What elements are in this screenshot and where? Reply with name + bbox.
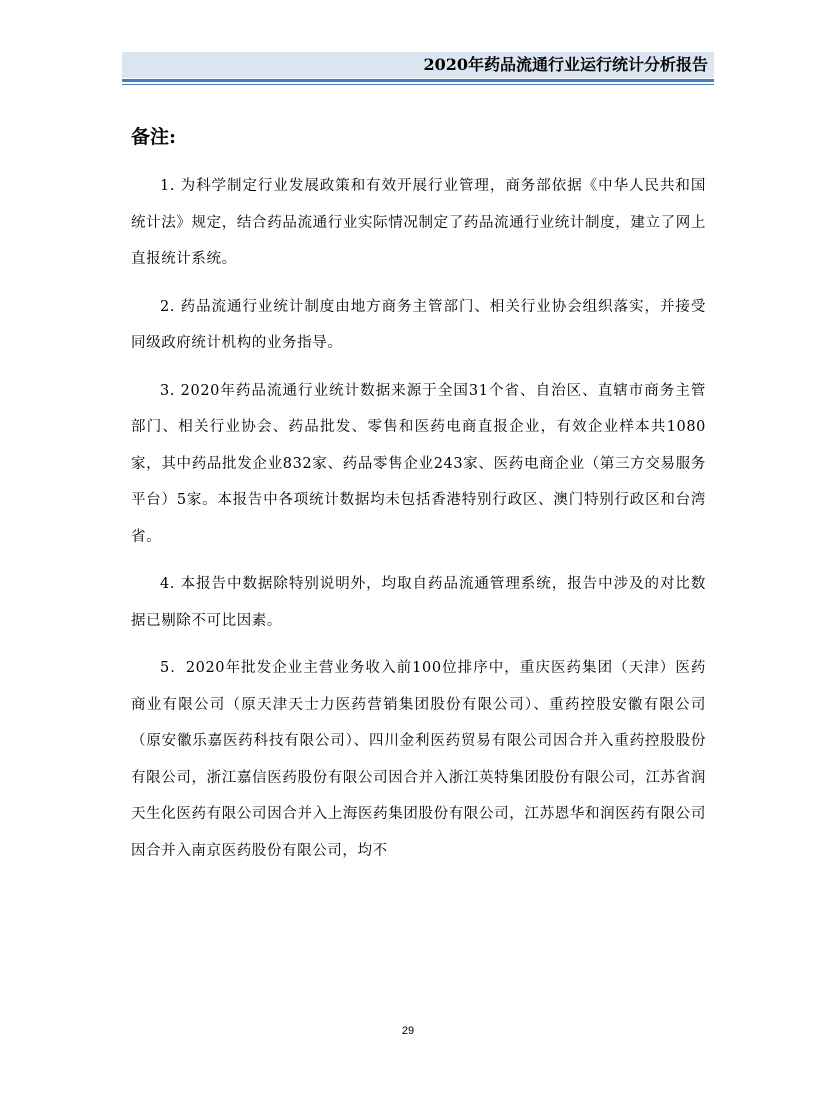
header-rule-thin xyxy=(122,84,714,85)
page-number: 29 xyxy=(401,1025,415,1037)
note-paragraph-3: 3. 2020年药品流通行业统计数据来源于全国31个省、自治区、直辖市商务主管部门、相关行业协会、药品批发、零售和医药电商直报企业，有效企业样本共1080家，其中药品批发企业832家、药品零售企业243家、医药电商企业（第三方交易服务平台）5家。本报告中各项统计数据均未包括香港特别行政区、澳门特别行政区和台湾省。 xyxy=(131,382,706,545)
header-rule-thick xyxy=(122,79,714,82)
notes-heading: 备注: xyxy=(131,126,177,148)
page-header xyxy=(122,48,714,88)
note-paragraph-1: 1. 为科学制定行业发展政策和有效开展行业管理，商务部依据《中华人民共和国统计法》规定，结合药品流通行业实际情况制定了药品流通行业统计制度，建立了网上直报统计系统。 xyxy=(131,178,706,267)
note-paragraph-4: 4. 本报告中数据除特别说明外，均取自药品流通管理系统，报告中涉及的对比数据已剔除不可比因素。 xyxy=(131,576,706,629)
note-paragraph-2: 2. 药品流通行业统计制度由地方商务主管部门、相关行业协会组织落实，并接受同级政府统计机构的业务指导。 xyxy=(131,298,706,351)
notes-body xyxy=(131,168,706,880)
note-paragraph-5: 5．2020年批发企业主营业务收入前100位排序中，重庆医药集团（天津）医药商业有限公司（原天津天士力医药营销集团股份有限公司）、重药控股安徽有限公司（原安徽乐嘉医药科技有限公司）、四川金利医药贸易有限公司因合并入重药控股股份有限公司，浙江嘉信医药股份有限公司因合并入浙江英特集团股份有限公司，江苏省润天生化医药有限公司因合并入上海医药集团股份有限公司，江苏恩华和润医药有限公司因合并入南京医药股份有限公司，均不 xyxy=(131,660,706,859)
header-title: 2020年药品流通行业运行统计分析报告 xyxy=(423,55,708,74)
